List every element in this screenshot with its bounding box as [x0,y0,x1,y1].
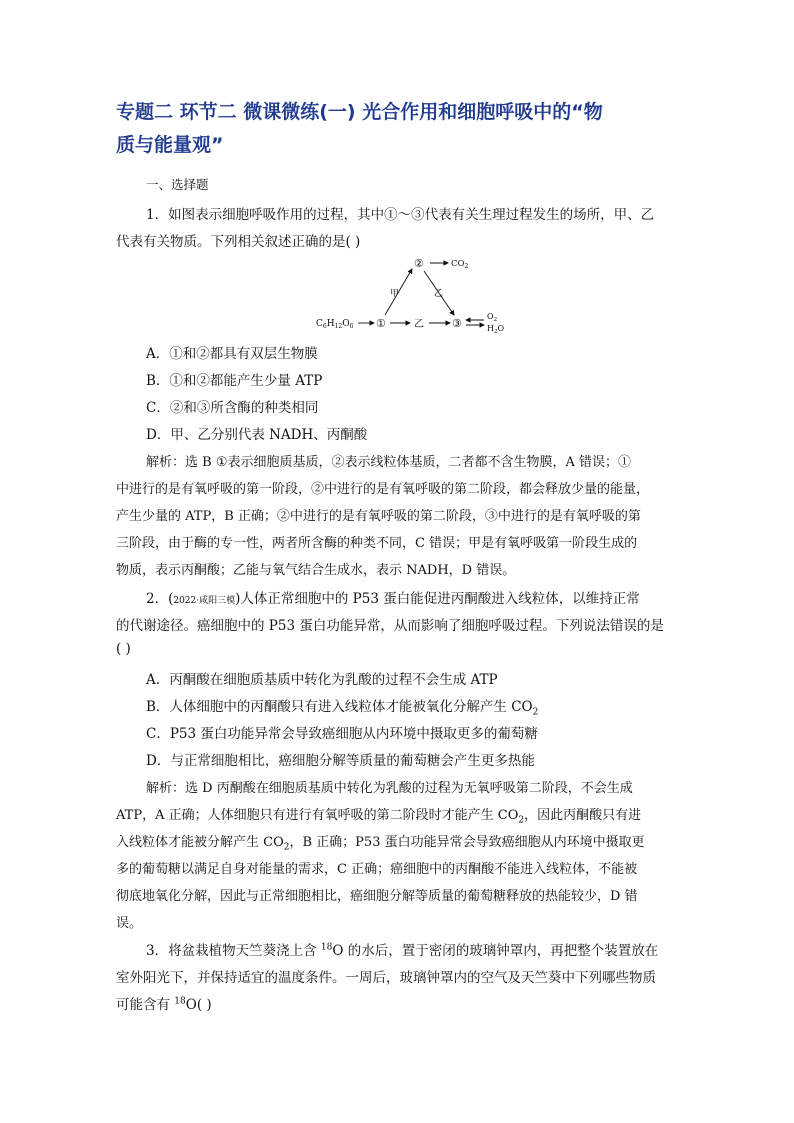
q1-stem-line-1: 1．如图表示细胞呼吸作用的过程，其中①～③代表有关生理过程发生的场所，甲、乙 [146,207,655,223]
q2-option-a: A．丙酮酸在细胞质基质中转化为乳酸的过程不会生成 ATP [146,672,498,688]
q1-explanation-line-1: 解析：选 B ①表示细胞质基质，②表示线粒体基质，二者都不含生物膜，A 错误；① [146,455,631,470]
h2o-label: $H_2O$ [487,324,505,335]
o2-label: $O_2$ [487,312,498,323]
q2-option-c: C．P53 蛋白功能异常会导致癌细胞从内环境中摄取更多的葡萄糖 [146,726,538,742]
label-jia: 甲 [390,289,400,299]
label-yi-bottom: 乙 [414,319,424,330]
q1-explanation-line-2: 中进行的是有氧呼吸的第一阶段，②中进行的是有氧呼吸的第二阶段，都会释放少量的能量， [116,482,650,497]
section-heading: 一、选择题 [146,177,209,192]
q3-stem-line-3: 可能含有 $^{18}$O( ) [116,996,212,1013]
q2-stem-line-2: 的代谢途径。癌细胞中的 P53 蛋白功能异常，从而影响了细胞呼吸过程。下列说法错误的是 [116,618,664,634]
title-line-1: 专题二 环节二 微课微练(一) 光合作用和细胞呼吸中的“物 [116,101,603,123]
node-2: ② [414,257,424,270]
node-1: ① [376,317,386,330]
q3-stem-line-2: 室外阳光下，并保持适宜的温度条件。一周后，玻璃钟罩内的空气及天竺葵中下列哪些物质 [116,970,656,986]
node-3: ③ [452,317,462,330]
q1-option-c: C．②和③所含酶的种类相同 [146,400,319,416]
q2-explanation-line-3: 入线粒体才能被分解产生 $CO_2$，B 正确；P53 蛋白功能异常会导致癌细胞从内环境中摄取更 [116,835,645,853]
q1-option-d: D．甲、乙分别代表 NADH、丙酮酸 [146,427,368,443]
q2-explanation-line-5: 彻底地氧化分解，因此与正常细胞相比，癌细胞分解等质量的葡萄糖释放的热能较少，D 错 [116,889,638,904]
q2-stem-line-3: ( ) [116,641,131,657]
q1-stem-line-2: 代表有关物质。下列相关叙述正确的是( ) [116,234,361,250]
respiration-diagram [314,253,514,335]
q2-option-b: B．人体细胞中的丙酮酸只有进入线粒体才能被氧化分解产生 $CO_2$ [146,699,539,718]
q2-option-d: D．与正常细胞相比，癌细胞分解等质量的葡萄糖会产生更多热能 [146,753,535,769]
q2-stem-line-1: 2．(2022·咸阳三模)人体正常细胞中的 P53 蛋白能促进丙酮酸进入线粒体，以维持正常 [146,591,640,607]
label-yi-top: 乙 [434,289,444,299]
page-title [116,96,686,162]
q2-source: 2022·咸阳三模 [173,596,236,606]
q1-option-b: B．①和②都能产生少量 ATP [146,373,323,389]
glucose-label: $C_6H_{12}O_6$ [316,319,354,330]
q2-explanation-line-2: ATP，A 正确；人体细胞只有进行有氧呼吸的第二阶段时才能产生 $CO_2$，因此丙酮酸只有进 [116,808,642,826]
q2-explanation-line-6: 误。 [116,916,143,931]
q2-explanation-line-1: 解析：选 D 丙酮酸在细胞质基质中转化为乳酸的过程为无氧呼吸第二阶段，不会生成 [146,781,633,796]
q1-option-a: A．①和②都具有双层生物膜 [146,346,318,362]
q2-explanation-line-4: 多的葡萄糖以满足自身对能量的需求，C 正确；癌细胞中的丙酮酸不能进入线粒体，不能被 [116,862,638,877]
q1-explanation-line-5: 物质，表示丙酮酸；乙能与氧气结合生成水，表示 NADH，D 错误。 [116,563,516,578]
co2-label: $CO_2$ [451,259,469,270]
q3-stem-line-1: 3．将盆栽植物天竺葵浇上含 $^{18}$O 的水后，置于密闭的玻璃钟罩内，再把整个装置放在 [146,942,659,959]
title-line-2: 质与能量观” [116,134,224,156]
q1-explanation-line-3: 产生少量的 ATP，B 正确；②中进行的是有氧呼吸的第二阶段，③中进行的是有氧呼吸的第 [116,509,641,524]
q1-explanation-line-4: 三阶段，由于酶的专一性，两者所含酶的种类不同，C 错误；甲是有氧呼吸第一阶段生成的 [116,536,638,551]
